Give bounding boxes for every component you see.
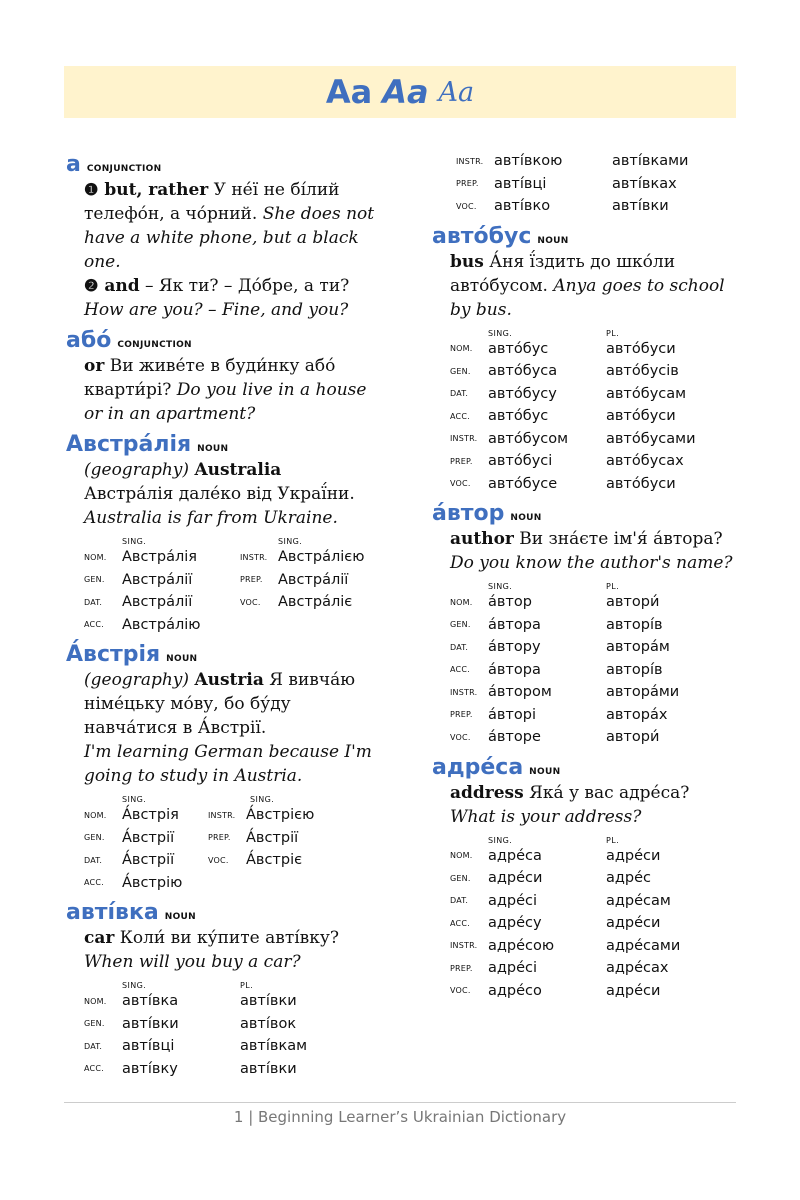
form-pl: адре́сами (606, 937, 681, 954)
declension-row (450, 704, 738, 727)
case-label: DAT. (84, 597, 103, 607)
entry-austria (66, 642, 384, 894)
form-sing: авто́бусі (488, 453, 553, 470)
form-sing: авто́бусе (488, 475, 558, 492)
headword: авто́бус (432, 223, 532, 249)
column-header-sing: SING. (250, 795, 275, 804)
case-label: ACC. (84, 1064, 104, 1074)
form-pl: авті́вки (612, 198, 669, 215)
definition (450, 527, 738, 575)
part-of-speech: CONJUNCTION (117, 340, 192, 350)
form-pl: автора́м (606, 639, 670, 656)
form: А́встрії (122, 852, 175, 869)
case-label: GEN. (450, 366, 471, 376)
form-pl: авто́бусам (606, 385, 687, 402)
usage-label: (geography) (84, 670, 190, 690)
definition (84, 354, 384, 426)
form-sing: адре́су (488, 915, 542, 932)
case-label: INSTR. (450, 687, 478, 697)
column-header-pl: PL. (240, 981, 254, 990)
declension-table (84, 976, 384, 1080)
case-label: VOC. (456, 201, 477, 211)
form-sing: а́втор (488, 594, 532, 611)
example-uk: Я вивча́ю німе́цьку мо́ву, бо бу́ду навча́тися в А́встрії. (84, 670, 356, 738)
case-label: NOM. (84, 552, 107, 562)
form-sing: адре́сою (488, 937, 555, 954)
form-sing: а́втора (488, 616, 541, 633)
form-sing: авті́вка (122, 993, 179, 1010)
case-label: DAT. (84, 1041, 103, 1051)
form-pl: адре́си (606, 982, 661, 999)
translation: but, rather (104, 180, 209, 200)
declension-table (84, 532, 384, 636)
declension-table (450, 831, 738, 1003)
declension-row (84, 990, 384, 1013)
case-label: INSTR. (208, 810, 236, 820)
part-of-speech: CONJUNCTION (86, 164, 162, 174)
form-sing: а́втором (488, 684, 552, 701)
example-en: Do you know the author's name? (450, 553, 733, 573)
form-sing: а́втора (488, 661, 541, 678)
footer-divider (64, 1102, 736, 1103)
example-en: Anya goes to school by bus. (450, 275, 725, 320)
case-label: GEN. (84, 1019, 105, 1029)
left-column (66, 152, 384, 1086)
part-of-speech: NOUN (164, 912, 196, 922)
example-en: What is your address? (450, 806, 642, 827)
case-label: NOM. (84, 996, 107, 1006)
banner-letter-script: Aa (438, 76, 475, 108)
column-header-sing: SING. (122, 537, 147, 546)
declension-row (450, 890, 738, 913)
translation: bus (450, 251, 484, 272)
declension-row (84, 591, 384, 614)
form: Австра́ліє (278, 594, 353, 611)
form-pl: адре́сах (606, 960, 669, 977)
form-sing: авті́вки (122, 1015, 179, 1032)
form-sing: авті́вці (122, 1038, 175, 1055)
case-label: GEN. (84, 575, 105, 585)
case-label: ACC. (84, 620, 104, 630)
declension-row (456, 195, 738, 218)
entry-australia (66, 432, 384, 636)
page-number: 1 (233, 1108, 244, 1126)
case-label: DAT. (450, 896, 469, 906)
headword: адре́са (432, 754, 524, 780)
form: Австра́лію (122, 616, 201, 633)
declension-table (450, 577, 738, 749)
declension-row (450, 980, 738, 1003)
case-label: ACC. (450, 665, 470, 675)
column-header-sing: SING. (488, 582, 513, 591)
sense-number: ❶ (84, 180, 99, 199)
declension-row (450, 473, 738, 496)
example-uk: Яка́ у вас адре́са? (529, 782, 690, 803)
form-sing: а́втору (488, 639, 541, 656)
headword: А́встрія (66, 642, 161, 667)
case-label: GEN. (84, 833, 105, 843)
case-label: GEN. (450, 873, 471, 883)
declension-row (450, 659, 738, 682)
case-label: ACC. (450, 411, 470, 421)
declension-row (450, 338, 738, 361)
translation: Australia (194, 460, 282, 480)
declension-row (84, 1058, 384, 1081)
example-uk: Коли́ ви ку́пите авті́вку? (119, 928, 339, 948)
case-label: INSTR. (240, 552, 268, 562)
declension-row (450, 845, 738, 868)
form: А́встрії (122, 829, 175, 846)
translation: Austria (194, 670, 264, 690)
example-uk: У не́ї не бі́лий телефо́н, а чо́рний. (84, 180, 340, 224)
form-pl: авто́бусах (606, 453, 684, 470)
declension-row (84, 546, 384, 569)
column-header-sing: SING. (488, 835, 513, 845)
example-en: She does not have a white phone, but a black one. (84, 204, 375, 272)
definition (84, 178, 384, 322)
declension-row (84, 849, 384, 872)
declension-row (450, 726, 738, 749)
case-label: INSTR. (450, 434, 478, 444)
form-sing: авті́вці (494, 175, 547, 192)
form-pl: авті́вках (612, 175, 677, 192)
translation: car (84, 928, 115, 948)
banner-letter-print: Aa (325, 73, 373, 111)
example-uk: Ви живе́те в буди́нку або́ кварти́рі? (84, 356, 336, 400)
column-header-pl: PL. (606, 328, 620, 338)
definition (450, 781, 738, 829)
form-pl: адре́сам (606, 892, 671, 909)
translation: address (450, 782, 524, 803)
entry-avtor (432, 501, 738, 749)
declension-row (450, 935, 738, 958)
part-of-speech: NOUN (197, 444, 229, 454)
example-en: How are you? – Fine, and you? (84, 300, 349, 320)
declension-table (456, 150, 738, 218)
case-label: ACC. (84, 878, 104, 888)
book-title: | Beginning Learner’s Ukrainian Dictionary (248, 1108, 567, 1126)
form-pl: авто́буси (606, 408, 676, 425)
definition (84, 668, 384, 788)
case-label: PREP. (450, 963, 473, 973)
form-pl: адре́с (606, 870, 652, 887)
column-header-sing: SING. (122, 981, 147, 990)
form-pl: автора́ми (606, 684, 680, 701)
usage-label: (geography) (84, 460, 190, 480)
case-label: DAT. (450, 389, 469, 399)
column-header-pl: PL. (606, 835, 620, 845)
form-sing: авто́бус (488, 340, 549, 357)
part-of-speech: NOUN (510, 513, 542, 523)
form: А́встріє (246, 852, 303, 869)
declension-row (84, 804, 384, 827)
form-pl: авті́вкам (240, 1038, 308, 1055)
definition (84, 926, 384, 974)
definition (84, 458, 384, 530)
translation: or (84, 356, 105, 376)
banner-letter-italic: Aa (382, 73, 429, 111)
column-header-pl: PL. (606, 582, 620, 591)
declension-row (450, 383, 738, 406)
example-uk: – Як ти? – До́бре, а ти? (145, 276, 350, 296)
entry-a (66, 152, 384, 322)
case-label: PREP. (208, 833, 231, 843)
form-pl: авто́бусів (606, 363, 679, 380)
entry-avtivka (66, 900, 384, 1080)
form-sing: авто́буса (488, 363, 558, 380)
form: А́встрії (246, 829, 299, 846)
entry-avtivka-continued (432, 150, 738, 218)
form: Австра́лії (122, 594, 193, 611)
form-sing: авто́бусу (488, 385, 557, 402)
form: Австра́лія (122, 549, 197, 566)
case-label: INSTR. (456, 156, 484, 166)
case-label: NOM. (450, 851, 473, 861)
form: А́встрію (122, 874, 183, 891)
form-pl: авті́вки (240, 993, 297, 1010)
form-pl: авторі́в (606, 616, 663, 633)
form-pl: авторі́в (606, 661, 663, 678)
case-label: NOM. (450, 344, 473, 354)
form-pl: адре́си (606, 915, 661, 932)
form-sing: а́вторі (488, 706, 536, 723)
page-footer (0, 1108, 800, 1126)
form-sing: авті́вкою (494, 153, 563, 170)
declension-row (450, 681, 738, 704)
declension-table (84, 790, 384, 894)
case-label: VOC. (450, 732, 471, 742)
case-label: PREP. (240, 575, 263, 585)
definition (450, 250, 738, 322)
declension-row (450, 957, 738, 980)
headword: або́ (66, 328, 112, 353)
translation: and (104, 276, 140, 296)
column-header-sing: SING. (488, 328, 513, 338)
form-sing: адре́сі (488, 892, 538, 909)
form-sing: авто́бусом (488, 430, 569, 447)
form-sing: адре́са (488, 847, 542, 864)
case-label: PREP. (450, 456, 473, 466)
declension-row (84, 1035, 384, 1058)
entry-abo (66, 328, 384, 426)
headword: авті́вка (66, 900, 159, 925)
headword: а (66, 152, 81, 177)
declension-row (450, 591, 738, 614)
example-uk: Ви зна́єте ім'я́ а́втора? (519, 529, 723, 549)
sense-number: ❷ (84, 276, 99, 295)
declension-row (450, 450, 738, 473)
case-label: NOM. (450, 597, 473, 607)
entry-avtobus (432, 224, 738, 496)
declension-row (450, 867, 738, 890)
form-pl: авті́вками (612, 153, 689, 170)
example-en: When will you buy a car? (84, 952, 301, 972)
form-pl: автори́ (606, 594, 660, 611)
form-pl: авто́буси (606, 475, 676, 492)
part-of-speech: NOUN (166, 654, 198, 664)
case-label: VOC. (208, 855, 229, 865)
declension-row (450, 636, 738, 659)
letter-banner (64, 66, 736, 118)
declension-row (84, 614, 384, 637)
declension-row (84, 827, 384, 850)
form-pl: авті́вки (240, 1060, 297, 1077)
example-en: I'm learning German because I'm going to study in Austria. (84, 742, 372, 786)
translation: author (450, 529, 514, 549)
form-sing: авто́бус (488, 408, 549, 425)
form: А́встрія (122, 807, 179, 824)
form: Австра́лії (278, 571, 349, 588)
case-label: DAT. (84, 855, 103, 865)
form-sing: авті́вко (494, 198, 551, 215)
case-label: PREP. (450, 710, 473, 720)
form-pl: автора́х (606, 706, 668, 723)
declension-row (450, 405, 738, 428)
declension-row (84, 569, 384, 592)
case-label: VOC. (450, 986, 471, 996)
example-en: Do you live in a house or in an apartment? (84, 380, 367, 424)
form-pl: автори́ (606, 729, 660, 746)
form-sing: адре́сі (488, 960, 538, 977)
case-label: PREP. (456, 179, 479, 189)
case-label: VOC. (450, 479, 471, 489)
declension-row (456, 150, 738, 173)
example-en: Australia is far from Ukraine. (84, 508, 338, 528)
case-label: VOC. (240, 597, 261, 607)
declension-row (84, 1013, 384, 1036)
example-uk: А́ня ї́здить до шко́ли авто́бусом. (450, 251, 676, 296)
form-pl: авто́бусами (606, 430, 696, 447)
part-of-speech: NOUN (537, 235, 569, 246)
declension-row (450, 428, 738, 451)
headword: Австра́лія (66, 432, 192, 457)
form: Австра́лії (122, 571, 193, 588)
case-label: DAT. (450, 642, 469, 652)
form: Австра́лією (278, 549, 365, 566)
column-header-sing: SING. (278, 537, 303, 546)
example-uk: Австра́лія дале́ко від Украї́ни. (84, 484, 355, 504)
form-sing: а́вторе (488, 729, 541, 746)
entry-adresa (432, 755, 738, 1003)
case-label: INSTR. (450, 941, 478, 951)
form-sing: авті́вку (122, 1060, 178, 1077)
case-label: GEN. (450, 620, 471, 630)
part-of-speech: NOUN (529, 766, 561, 777)
column-header-sing: SING. (122, 795, 147, 804)
declension-row (450, 614, 738, 637)
declension-row (450, 912, 738, 935)
right-column (432, 152, 738, 1008)
declension-table (450, 324, 738, 496)
form: А́встрією (246, 807, 315, 824)
form-sing: адре́си (488, 870, 543, 887)
form-pl: авті́вок (240, 1015, 297, 1032)
case-label: NOM. (84, 810, 107, 820)
form-sing: адре́со (488, 982, 542, 999)
headword: а́втор (432, 501, 505, 526)
form-pl: авто́буси (606, 340, 676, 357)
declension-row (84, 872, 384, 895)
form-pl: адре́си (606, 847, 661, 864)
declension-row (456, 173, 738, 196)
declension-row (450, 360, 738, 383)
case-label: ACC. (450, 918, 470, 928)
